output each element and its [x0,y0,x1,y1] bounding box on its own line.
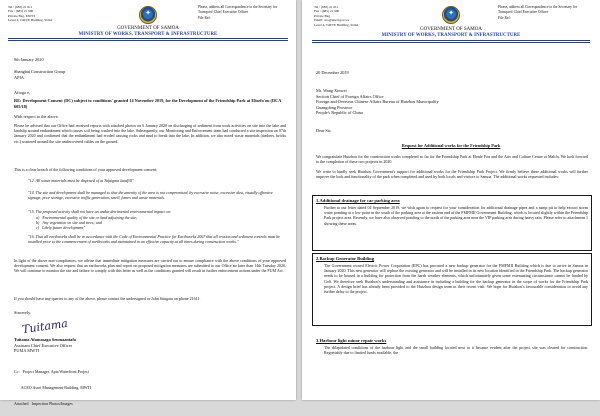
condition-16: "16. That all earthworks shall be in accordance with the Code of Environmental Practice for Earthworks 2007 that all erosion and sediment controls must be installed prior to the commencement of earthworks and maintained in an effective capacity at all times during construction works." [14,234,286,244]
signature: Tuitama [21,317,68,336]
cc-line: Attached Inspection Photos/Images [14,401,91,406]
cc-line: ACEO Asset Management Building, MWTI [14,385,91,390]
header-contact [8,5,70,23]
cc-block [14,359,91,416]
samoa-coat-of-arms-icon: ✦ [442,6,460,24]
contact-line: Fax : (685) 21 990 [314,9,376,13]
government-title: GOVERNMENT OF SAMOA [362,27,540,32]
recipient-line: APIA [14,75,65,81]
letter-date: 9th January 2020 [14,57,44,63]
contact-line: Fax : (685) 21 990 [8,9,70,13]
recipient-line: Shanghai Construction Group [14,69,65,75]
recipient-line: Section Chief of Foreign Affairs Office [316,94,586,100]
paragraph: In light of the above non-compliances, we advise that immediate mitigation measures are carried out to ensure compliance with the above conditions of your approved development consent. We also request that an earthworks plan and report on proposed mitigation measures are submitted to our Office no later than 14th Tuesday 2020. We will continue to monitor the site and failure to comply with this letter as well as the conditions granted will result in further enforcement actions under the PUM Act. [14,258,286,274]
condition-12: "12. All waste materials must be disposed of at Tafaigata landfill" [14,178,286,183]
subject-line: RE: Development Consent (DC) subject to conditions' granted 14 November 2019, for the Development of the Friendship Park at Elisefo'ou (DCA 605/18) [14,98,284,109]
section-heading: 2.Backup Generator Building [316,256,374,261]
condition-14: "14. The site and development shall be managed so that the amenity of the area is not compromised, by excessive noise, excessive dust, visually offensive signage, poor storage, excessive traffic generation, smell, fumes and waste materials. [14,190,286,200]
signer-title: Assistant Chief Executive Officer [14,343,72,349]
list-marker: b) [36,220,39,225]
opening-line: With respect to the above. [14,114,59,120]
signer-title: PUMA MWTI [14,348,39,354]
contact-line: Level 4, TATTE Building, SOGI [314,23,376,27]
header-correspondence [498,5,590,21]
list-marker: a) [36,215,39,220]
contact-line: Tel : (685) 21 611 [8,5,70,9]
samoa-coat-of-arms-icon: ✦ [139,6,157,24]
correspondence-note: Please, address all Correspondence to the Secretary for Transport/ Chief Executive Officer [198,5,290,14]
government-title: GOVERNMENT OF SAMOA [60,26,236,31]
paragraph: If you should have any queries to any of the above, please contact the undersigned or John Situgata on phone 21611. [14,296,286,301]
ministry-name: MINISTRY OF WORKS, TRANSPORT & INFRASTRUCTURE [30,32,266,37]
paragraph: This is a clear breach of the following conditions of your approved development consent; [14,167,286,172]
list-text: Any vegetation on site and trees; and [42,220,101,225]
letter-date: 20 December 2019 [316,70,349,76]
letter-left [0,0,296,400]
closing: Sincerely, [14,310,31,316]
contact-line: Email: ceo@mwti.gov.ws [314,18,376,22]
header-contact [314,5,376,27]
paragraph: We congratulate Huizhou for the construction works completed so far for the Friendship Park at Elenle Fou and the Arts and Culture Centre at Malifa. We look forward to the completion of these two projects in 2020. [316,154,588,164]
paragraph: We write to kindly seek Huizhou Government's support for additional works for the Friendship Park Project. We firmly believe these additional works will further improve the look and functionality of the park when completed and used by both locals and visitors to Samoa. The additional works requested includes: [316,169,588,179]
condition-15-points [14,215,286,231]
contact-line: Private Bag, MWTI [8,14,70,18]
recipient-block [14,69,65,80]
contact-line: Tel : (685) 21 611 [314,5,376,9]
list-marker: c) [36,225,39,230]
recipient-block [316,88,586,116]
section-heading: 1.Additional drainage for car parking area [316,198,400,203]
contact-line: Private Bag [314,14,376,18]
recipient-line: Mr. Wang Xinwei [316,88,586,94]
letter-title: Request for Additional works for the Friendship Park [316,143,586,149]
file-ref: File Ref: [498,16,590,21]
salutation: Dear Sir, [316,128,331,134]
correspondence-note: Please, address all Correspondence to the Secretary for Transport/ Chief Executive Officer [498,5,590,14]
header-divider [8,38,288,39]
paragraph: Please be advised that our Office had received reports with attached photos on 6 January 2020 on discharging of sediment from work activities on site into the lake and landslip around embankment which causes soil being washed into the lake. Subsequently, our Monitoring and Enforcement team had conducted a site inspection on 07th January 2020 and confirmed that the embankment had eroded causing rocks and mud to break into the lake. In addition, we also noted waste materials (timbers, bricks etc.) scattered around the site undiscovered cables on the ground. [14,123,286,144]
header-correspondence [198,5,290,21]
section-heading: 3.Harbour light minor repair works [316,338,386,343]
section-text: The dilapidated conditions of the harbour light and the small building located next to it became evident after the project site was cleared for construction. Regrettably due to limited funds available, the [324,345,588,355]
ministry-name: MINISTRY OF WORKS, TRANSPORT & INFRASTRUCTURE [332,33,570,38]
recipient-line: People's Republic of China [316,110,586,116]
list-text: Environmental quality of the site or land adjoining the site; [42,215,137,220]
salutation: Afioga e, [14,90,30,96]
letter-right [302,0,600,400]
cc-line: Cc: Project Manager, Apia Waterfront Project [14,369,91,374]
contact-line: Level 4, TATTE Building, SOGI [8,18,70,22]
section-text: Further to our letter dated 04 September 2019, we wish again to request for your consideration for additional drainage pipes and a sump pit to help extract storm water ponding at a low point in the south of the parking area at the eastern end of the FMFMII Government Building, which is located slightly within the Friendship Park project area. Recently, we have also observed ponding to the north of the parking area near the VIP parking area during heavy rain. Please refer to attachment 1 showing these areas. [324,205,588,226]
header-divider [312,40,590,41]
list-item [36,225,286,230]
list-text: Likely future development" [42,225,85,230]
condition-15: "15. The proposed activity shall not have an undue detrimental environmental impact on: [14,209,286,214]
file-ref: File Ref: [198,16,290,21]
recipient-line: Foreign and Overseas Chinese Affairs Bureau of Huizhou Municipality [316,99,586,105]
signer-name: Tuitama Afamasaga Seumaantafa [14,337,76,343]
section-text: The Government owned Electric Power Corporation (EPC) has procured a new backup generator for the FMFMII Building which is due to arrive in Samoa in January 2020. This new generator will replace the existing generator and will be installed in its new location identified in the Friendship Park. The backup generator needs to be housed in a building for protection from the harsh weather elements, which unfortunately given some extenuating circumstance cannot be funded by GoS. We therefore seek Huizhou's understanding and assistance in including a building for the backup generator in the scope of works for the Friendship Park project. A design brief has already been provided to the Huizhou design team in their recent visit. We hope for Huizhou's favourable consideration to avoid any further delay to the project. [324,263,588,294]
recipient-line: Guangdong Province [316,105,586,111]
